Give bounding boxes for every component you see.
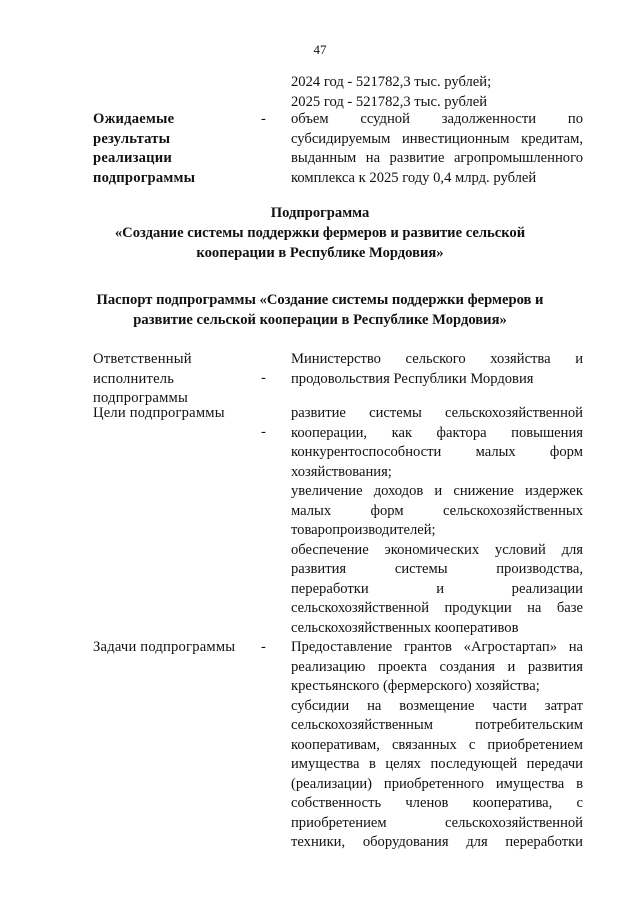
goals-line: товаропроизводителей;	[291, 522, 436, 538]
goals-line: увеличение доходов и снижение издержек	[291, 483, 583, 499]
row-dash: -	[261, 370, 266, 386]
goals-line: развития системы производства,	[291, 561, 583, 577]
executor-line: Министерство сельского хозяйства и	[291, 351, 583, 367]
results-line: комплекса к 2025 году 0,4 млрд. рублей	[291, 169, 537, 186]
funding-line: 2025 год - 521782,3 тыс. рублей	[291, 93, 488, 110]
funding-line: 2024 год - 521782,3 тыс. рублей;	[291, 74, 492, 90]
goals-line: сельскохозяйственных кооперативов	[291, 619, 519, 636]
tasks-line: собственность членов кооператива, с	[291, 795, 583, 811]
goals-line: малых форм сельскохозяйственных	[291, 502, 583, 519]
tasks-line: субсидии на возмещение части затрат	[291, 697, 583, 714]
subprogram-title-line: кооперации в Республике Мордовия»	[196, 245, 444, 261]
goals-line: конкурентоспособности малых форм	[291, 444, 583, 460]
goals-line: обеспечение экономических условий для	[291, 541, 583, 558]
page-number: 47	[313, 42, 327, 57]
executor-line: продовольствия Республики Мордовия	[291, 370, 534, 387]
goals-line: сельскохозяйственной продукции на базе	[291, 600, 583, 616]
results-line: субсидируемым инвестиционным кредитам,	[291, 130, 583, 147]
goals-line: кооперации, как фактора повышения	[291, 424, 583, 441]
executor-label: Ответственный исполнитель подпрограммы	[93, 351, 192, 406]
subprogram-title-line: Подпрограмма	[270, 205, 370, 221]
results-line: объем ссудной задолженности по	[291, 111, 583, 127]
tasks-line: техники, оборудования для переработки	[291, 834, 583, 850]
passport-title-line: Паспорт подпрограммы «Создание системы поддержки фермеров и	[96, 292, 544, 308]
goals-line: развитие системы сельскохозяйственной	[291, 405, 583, 421]
subprogram-title	[60, 203, 580, 263]
passport-title	[60, 290, 580, 330]
goals-line: хозяйствования;	[291, 463, 392, 480]
subprogram-title-line: «Создание системы поддержки фермеров и развитие сельской	[114, 225, 526, 241]
passport-title-line: развитие сельской кооперации в Республике Мордовия»	[133, 312, 507, 328]
goals-line: переработки и реализации	[291, 580, 583, 597]
row-dash: -	[261, 639, 266, 655]
tasks-line: приобретением сельскохозяйственной	[291, 814, 583, 831]
results-line: выданным на развитие агропромышленного	[291, 150, 583, 166]
tasks-line: кооперативам, связанных с приобретением	[291, 736, 583, 753]
tasks-line: (реализации) приобретенного имущества в	[291, 775, 583, 792]
tasks-line: реализацию проекта создания и развития	[291, 658, 583, 675]
tasks-label: Задачи подпрограммы	[93, 639, 236, 655]
row-dash: -	[261, 111, 266, 127]
tasks-line: крестьянского (фермерского) хозяйства;	[291, 678, 540, 694]
expected-results-label: Ожидаемые результаты реализации подпрограммы	[93, 111, 196, 186]
tasks-line: сельскохозяйственным потребительским	[291, 717, 583, 733]
tasks-line: Предоставление грантов «Агростартап» на	[291, 639, 583, 655]
tasks-line: имущества в целях последующей передачи	[291, 756, 583, 772]
goals-label: Цели подпрограммы	[93, 405, 225, 421]
row-dash: -	[261, 424, 266, 440]
